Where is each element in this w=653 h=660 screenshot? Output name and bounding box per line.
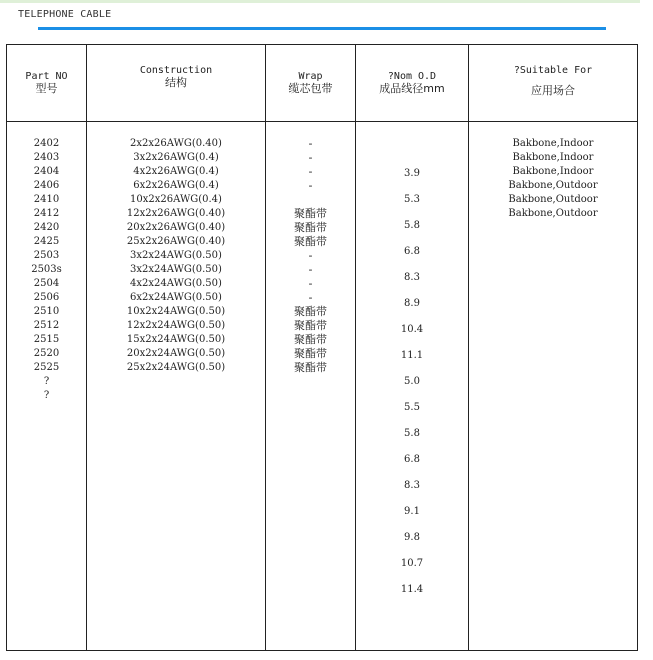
nom-od-cell: 8.3 xyxy=(404,272,420,283)
part-number-cell: 2520 xyxy=(33,348,60,359)
part-number-cell: 2420 xyxy=(33,222,60,233)
part-number-cell: ? xyxy=(43,376,50,387)
suitable-for-cell: Bakbone,Outdoor xyxy=(508,180,598,191)
wrap-cell: - xyxy=(308,291,313,304)
part-number-cell: 2515 xyxy=(33,334,60,345)
nom-od-cell: 5.8 xyxy=(404,220,420,231)
construction-cell: 6x2x24AWG(0.50) xyxy=(130,292,222,303)
page-title: TELEPHONE CABLE xyxy=(18,9,112,20)
part-number-cell: 2403 xyxy=(33,152,60,163)
header-part-no-en: Part NO xyxy=(25,71,68,82)
suitable-for-list xyxy=(469,137,637,221)
suitable-for-cell: Bakbone,Indoor xyxy=(512,152,594,163)
part-number-list xyxy=(7,137,86,403)
header-nom-od-en: ?Nom O.D xyxy=(387,71,437,82)
wrap-cell: - xyxy=(308,151,313,164)
construction-cell: 25x2x24AWG(0.50) xyxy=(126,362,226,373)
nom-od-cell: 5.8 xyxy=(404,428,420,439)
part-number-cell: 2406 xyxy=(33,180,60,191)
part-number-cell: 2412 xyxy=(33,208,60,219)
nom-od-cell: 8.3 xyxy=(404,480,420,491)
title-accent-bar xyxy=(38,27,606,30)
suitable-for-cell: Bakbone,Indoor xyxy=(512,138,594,149)
spec-table xyxy=(6,44,638,651)
construction-cell: 3x2x24AWG(0.50) xyxy=(130,264,222,275)
header-suitable-for-en: ?Suitable For xyxy=(513,65,593,76)
nom-od-cell: 9.8 xyxy=(404,532,420,543)
suitable-for-cell: Bakbone,Outdoor xyxy=(508,208,598,219)
header-part-no-zh: 型号 xyxy=(35,82,58,95)
nom-od-cell: 9.1 xyxy=(404,506,420,517)
wrap-cell: 聚酯带 xyxy=(294,221,327,234)
construction-cell: 10x2x24AWG(0.50) xyxy=(126,306,226,317)
wrap-cell: 聚酯带 xyxy=(294,235,327,248)
construction-cell: 6x2x26AWG(0.4) xyxy=(133,180,219,191)
suitable-for-cell: Bakbone,Outdoor xyxy=(508,194,598,205)
nom-od-cell: 11.4 xyxy=(400,584,424,595)
wrap-cell: - xyxy=(308,179,313,192)
part-number-cell: 2506 xyxy=(33,292,60,303)
nom-od-cell: 11.1 xyxy=(400,350,424,361)
header-nom-od xyxy=(356,71,468,95)
header-construction-zh: 结构 xyxy=(165,76,187,89)
part-number-cell: ? xyxy=(43,390,50,401)
nom-od-cell: 3.9 xyxy=(404,168,420,179)
part-number-cell: 2425 xyxy=(33,236,60,247)
wrap-cell: - xyxy=(308,137,313,150)
nom-od-cell: 6.8 xyxy=(404,246,420,257)
column-divider xyxy=(468,45,469,650)
nom-od-cell: 6.8 xyxy=(404,454,420,465)
construction-cell: 3x2x26AWG(0.4) xyxy=(133,152,219,163)
wrap-cell: 聚酯带 xyxy=(294,333,327,346)
construction-cell: 4x2x24AWG(0.50) xyxy=(130,278,222,289)
header-divider xyxy=(7,121,637,122)
header-suitable-for-zh: 应用场合 xyxy=(531,84,575,97)
header-suitable-for xyxy=(469,65,637,97)
part-number-cell: 2525 xyxy=(33,362,60,373)
header-nom-od-zh: 成品线径mm xyxy=(379,82,445,95)
part-number-cell: 2510 xyxy=(33,306,60,317)
construction-cell: 15x2x24AWG(0.50) xyxy=(126,334,226,345)
construction-cell: 10x2x26AWG(0.4) xyxy=(130,194,222,205)
part-number-cell: 2402 xyxy=(33,138,60,149)
construction-cell: 20x2x26AWG(0.40) xyxy=(126,222,226,233)
part-number-cell: 2512 xyxy=(33,320,60,331)
nom-od-cell: 10.7 xyxy=(400,558,424,569)
nom-od-cell: 5.0 xyxy=(404,376,420,387)
wrap-cell xyxy=(266,193,355,207)
nom-od-cell: 5.5 xyxy=(404,402,420,413)
header-wrap-en: Wrap xyxy=(298,71,323,82)
construction-list xyxy=(87,137,265,375)
wrap-cell: 聚酯带 xyxy=(294,347,327,360)
header-construction xyxy=(87,65,265,89)
part-number-cell: 2503 xyxy=(33,250,60,261)
wrap-cell: - xyxy=(308,263,313,276)
construction-cell: 2x2x26AWG(0.40) xyxy=(130,138,222,149)
part-number-cell: 2404 xyxy=(33,166,60,177)
nom-od-cell: 5.3 xyxy=(404,194,420,205)
wrap-cell: - xyxy=(308,277,313,290)
nom-od-cell: 8.9 xyxy=(404,298,420,309)
top-divider xyxy=(0,0,640,3)
construction-cell: 25x2x26AWG(0.40) xyxy=(126,236,226,247)
wrap-cell: 聚酯带 xyxy=(294,305,327,318)
construction-cell: 3x2x24AWG(0.50) xyxy=(130,250,222,261)
wrap-cell: 聚酯带 xyxy=(294,207,327,220)
header-construction-en: Construction xyxy=(139,65,213,76)
part-number-cell: 2410 xyxy=(33,194,60,205)
construction-cell: 12x2x24AWG(0.50) xyxy=(126,320,226,331)
part-number-cell: 2504 xyxy=(33,278,60,289)
nom-od-cell: 10.4 xyxy=(400,324,424,335)
nom-od-list xyxy=(356,161,468,603)
suitable-for-cell: Bakbone,Indoor xyxy=(512,166,594,177)
wrap-cell: 聚酯带 xyxy=(294,319,327,332)
wrap-cell: - xyxy=(308,165,313,178)
construction-cell: 4x2x26AWG(0.4) xyxy=(133,166,219,177)
wrap-list xyxy=(266,137,355,375)
header-part-no xyxy=(7,71,86,95)
header-wrap-zh: 缆芯包带 xyxy=(288,82,333,95)
construction-cell: 12x2x26AWG(0.40) xyxy=(126,208,226,219)
header-wrap xyxy=(266,71,355,95)
part-number-cell: 2503s xyxy=(31,264,62,275)
wrap-cell: - xyxy=(308,249,313,262)
construction-cell: 20x2x24AWG(0.50) xyxy=(126,348,226,359)
wrap-cell: 聚酯带 xyxy=(294,361,327,374)
